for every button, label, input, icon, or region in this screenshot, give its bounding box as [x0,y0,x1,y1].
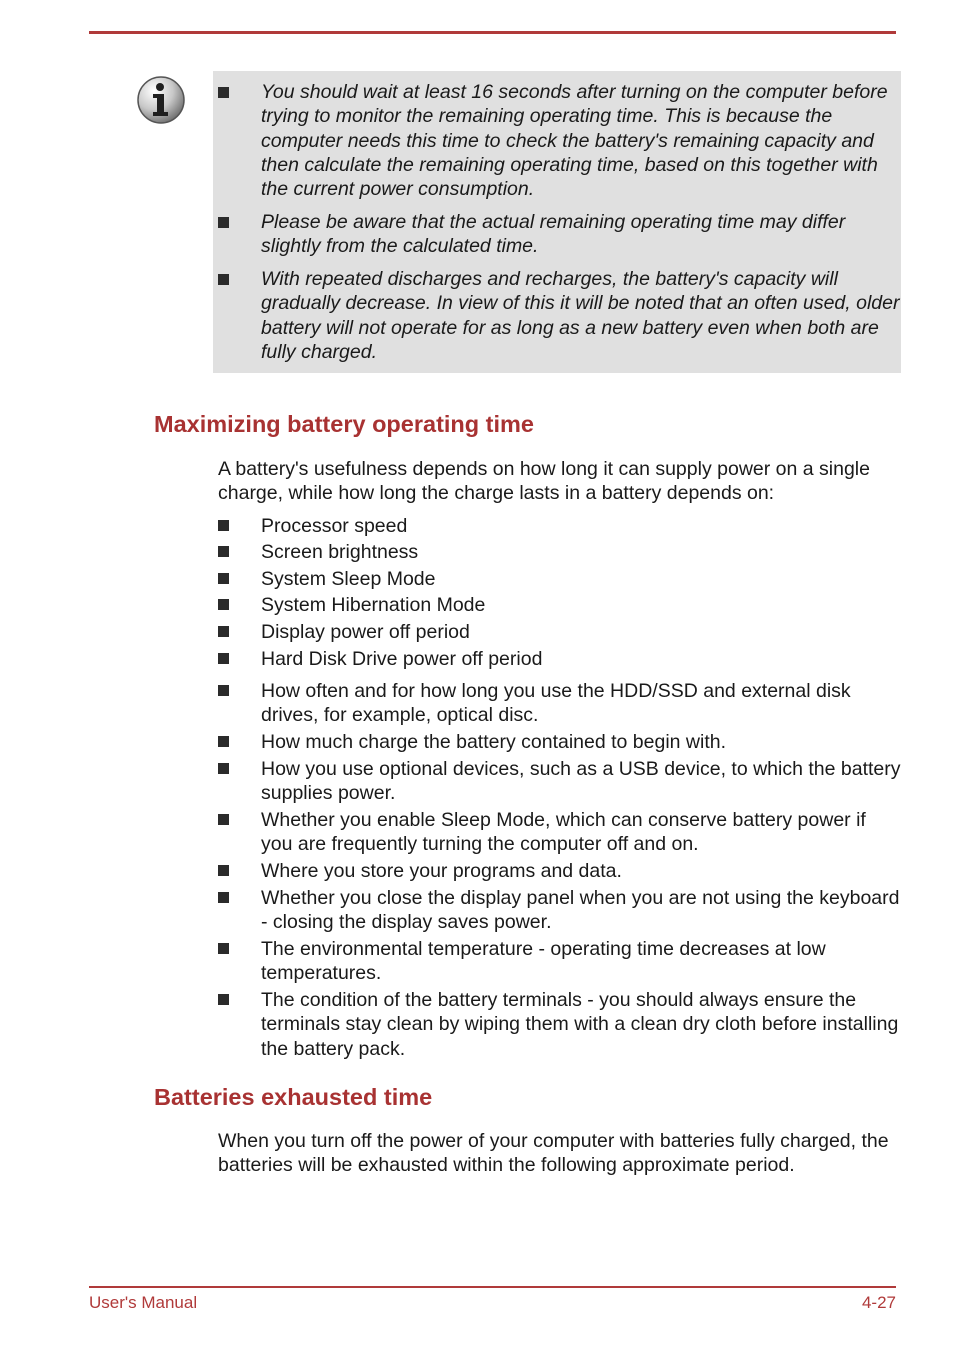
bullet-icon [218,520,229,531]
section-body: When you turn off the power of your computer with batteries fully charged, the batteries will be exhausted within the following approximate period. [218,1130,889,1177]
bullet-icon [218,87,229,98]
bullet-icon [218,626,229,637]
list-item-text: Hard Disk Drive power off period [261,648,543,670]
list-item-text: The environmental temperature - operating time decreases at low temperatures. [261,938,826,985]
bullet-icon [218,865,229,876]
list-item-text: The condition of the battery terminals - you should always ensure the terminals stay clean by wiping them with a clean dry cloth before installing the battery pack. [261,989,899,1060]
bullet-icon [218,943,229,954]
footer-rule [89,1286,896,1288]
list-item-text: Display power off period [261,621,470,643]
section-intro: A battery's usefulness depends on how long it can supply power on a single charge, while how long the charge lasts in a battery depends on: [218,458,870,505]
note-text: You should wait at least 16 seconds after turning on the computer before trying to monitor the remaining operating time. This is because the computer needs this time to check the battery's remaining capacity and then calculate the remaining operating time, based on this together with the current power consumption. [261,81,888,201]
list-item-text: System Hibernation Mode [261,594,486,616]
bullet-icon [218,736,229,747]
list-item-text: Screen brightness [261,541,419,563]
list-item-text: Whether you close the display panel when you are not using the keyboard - closing the display saves power. [261,887,900,934]
note-text: Please be aware that the actual remaining operating time may differ slightly from the calculated time. [261,211,846,258]
bullet-icon [218,546,229,557]
section-heading: Maximizing battery operating time [154,411,534,437]
header-rule [89,31,896,34]
note-box [213,71,901,373]
section-heading: Batteries exhausted time [154,1084,433,1110]
bullet-icon [218,217,229,228]
note-text: With repeated discharges and recharges, the battery's capacity will gradually decrease. In view of this it will be noted that an often used, older battery will not operate for as long as a new battery even when both are fully charged. [261,268,900,363]
bullet-icon [218,274,229,285]
bullet-icon [218,994,229,1005]
list-item-text: System Sleep Mode [261,568,436,590]
bullet-icon [218,599,229,610]
bullet-icon [218,685,229,696]
bullet-icon [218,763,229,774]
list-item-text: Processor speed [261,515,408,537]
list-item-text: Whether you enable Sleep Mode, which can conserve battery power if you are frequently turning the computer off and on. [261,809,866,856]
page-number: 4-27 [861,1293,896,1312]
list-item-text: How much charge the battery contained to begin with. [261,731,727,753]
footer-title: User's Manual [89,1293,198,1312]
bullet-icon [218,892,229,903]
bullet-icon [218,573,229,584]
list-item-text: How you use optional devices, such as a USB device, to which the battery supplies power. [261,758,901,805]
info-icon [136,75,186,125]
bullet-icon [218,814,229,825]
list-item-text: Where you store your programs and data. [261,860,622,882]
list-item-text: How often and for how long you use the HDD/SSD and external disk drives, for example, optical disc. [261,680,851,727]
bullet-icon [218,653,229,664]
